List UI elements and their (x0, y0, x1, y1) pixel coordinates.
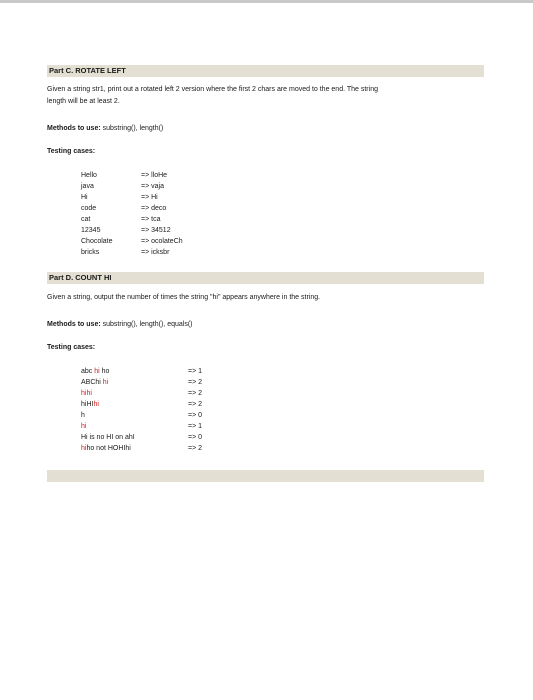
part-d-methods-value: substring(), length(), equals() (100, 321, 193, 328)
test-case-output: => ocolateCh (141, 238, 183, 245)
test-case-input: abc hi ho (81, 368, 110, 375)
part-c-description-line1: Given a string str1, print out a rotated left 2 version where the first 2 chars are moved to the end. The string (47, 86, 378, 93)
part-d-methods (47, 321, 193, 328)
test-case-input: code (81, 205, 97, 212)
test-case-input: Hi is no HI on ahI (81, 434, 135, 441)
test-case-output: => vaja (141, 183, 164, 190)
part-d-methods-label: Methods to use: (47, 321, 101, 328)
test-case-input: Hi (81, 194, 88, 201)
test-case-output: => 2 (188, 445, 203, 452)
test-case-input: h (81, 412, 85, 419)
test-case-output: => 0 (188, 412, 203, 419)
test-case-input: Chocolate (81, 238, 113, 245)
part-c-methods (47, 125, 163, 132)
test-case-input: cat (81, 216, 91, 223)
test-case-output: => 2 (188, 390, 203, 397)
part-c-description-line2: length will be at least 2. (47, 98, 120, 105)
top-rule (0, 0, 533, 3)
test-case-output: => tca (141, 216, 161, 223)
test-case-output: => lloHe (141, 172, 168, 179)
test-case-output: => Hi (141, 194, 158, 201)
part-c-methods-value: substring(), length() (100, 125, 164, 132)
part-c-methods-label: Methods to use: (47, 125, 101, 132)
test-case-output: => 1 (188, 368, 203, 375)
test-case-input: ABChi hi (81, 379, 109, 386)
test-case-output: => 1 (188, 423, 203, 430)
test-case-output: => 0 (188, 434, 203, 441)
test-case-input: hiHIhi (81, 401, 99, 408)
test-case-input: 12345 (81, 227, 101, 234)
test-case-input: hiho not HOHIhi (81, 445, 131, 452)
test-case-output: => 34512 (141, 227, 171, 234)
part-d-heading: Part D. COUNT HI (47, 272, 484, 284)
test-case-output: => icksbr (141, 249, 170, 256)
test-case-input: hi (81, 423, 87, 430)
test-case-input: bricks (81, 249, 100, 256)
part-c-description (47, 84, 477, 108)
part-c-testing-label: Testing cases: (47, 148, 96, 155)
test-case-output: => 2 (188, 379, 203, 386)
test-case-output: => deco (141, 205, 167, 212)
test-case-input: Hello (81, 172, 97, 179)
part-d-description: Given a string, output the number of times the string "hi" appears anywhere in the string. (47, 294, 321, 301)
part-c-heading: Part C. ROTATE LEFT (47, 65, 484, 77)
test-case-input: hihi (81, 390, 92, 397)
test-case-output: => 2 (188, 401, 203, 408)
part-e-heading-bar (47, 470, 484, 482)
test-case-input: java (81, 183, 94, 190)
part-d-testing-label: Testing cases: (47, 344, 96, 351)
